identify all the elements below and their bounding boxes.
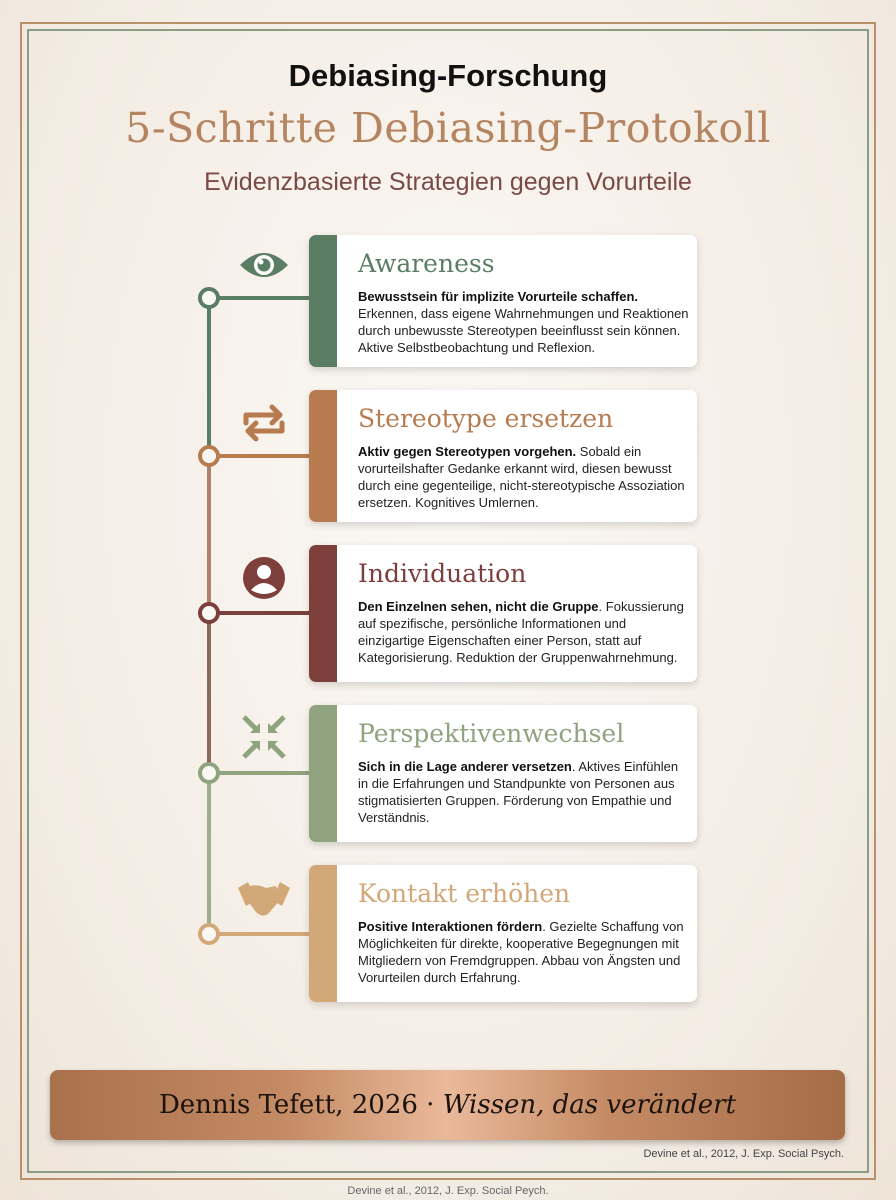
card-accent-bar xyxy=(309,865,337,1002)
page-tagline: Evidenzbasierte Strategien gegen Vorurteile xyxy=(204,168,692,196)
citation-bottom: Devine et al., 2012, J. Exp. Social Peych. xyxy=(347,1185,549,1197)
step-text: . Aktives Einfühlen in die Erfahrungen und Standpunkte von Personen aus stigmatisierten Gruppen. Förderung von Empathie und Verständnis. xyxy=(358,759,679,825)
step-card xyxy=(309,235,697,367)
timeline-node xyxy=(198,923,220,945)
connector-line xyxy=(218,932,310,936)
step-lead: Sich in die Lage anderer versetzen xyxy=(358,759,572,774)
timeline-segment xyxy=(207,613,211,773)
timeline-segment xyxy=(207,298,211,458)
timeline-node xyxy=(198,445,220,467)
step-card xyxy=(309,705,697,842)
connector-line xyxy=(218,771,310,775)
step-description xyxy=(358,443,689,511)
footer-banner xyxy=(50,1070,845,1140)
step-description xyxy=(358,598,689,666)
step-description xyxy=(358,758,689,826)
citation: Devine et al., 2012, J. Exp. Social Psych. xyxy=(643,1148,844,1160)
timeline-segment xyxy=(207,456,211,616)
footer-motto: Wissen, das verändert xyxy=(442,1090,737,1120)
converge-arrows-icon xyxy=(238,715,290,759)
footer-author: Dennis Tefett, 2026 · xyxy=(158,1090,443,1120)
step-title: Individuation xyxy=(358,559,527,588)
step-title: Awareness xyxy=(358,249,495,278)
step-lead: Den Einzelnen sehen, nicht die Gruppe xyxy=(358,599,599,614)
step-title: Perspektivenwechsel xyxy=(358,719,625,748)
step-lead: Positive Interaktionen fördern xyxy=(358,919,543,934)
step-description xyxy=(358,918,689,986)
timeline-node xyxy=(198,602,220,624)
handshake-icon xyxy=(238,876,290,920)
step-card xyxy=(309,545,697,682)
step-text: Sobald ein vorurteilshafter Gedanke erkannt wird, diesen bewusst durch eine gegenteilige, nicht-stereotypische Assoziation ersetzen. Kognitives Umlernen. xyxy=(358,444,685,510)
connector-line xyxy=(218,454,310,458)
connector-line xyxy=(218,296,310,300)
step-lead: Bewusstsein für implizite Vorurteile schaffen. xyxy=(358,289,639,304)
person-icon xyxy=(238,556,290,600)
eye-icon xyxy=(238,243,290,287)
connector-line xyxy=(218,611,310,615)
timeline-node xyxy=(198,287,220,309)
step-text: . Fokussierung auf spezifische, persönliche Informationen und einzigartige Eigenschaften einer Person, statt auf Kategorisierung. Reduktion der Gruppenwahrnehmung. xyxy=(358,599,684,665)
page-subtitle: 5-Schritte Debiasing-Protokoll xyxy=(125,104,771,152)
card-accent-bar xyxy=(309,235,337,367)
step-lead: Aktiv gegen Stereotypen vorgehen. xyxy=(358,444,577,459)
card-accent-bar xyxy=(309,545,337,682)
step-card xyxy=(309,390,697,522)
swap-arrows-icon xyxy=(238,401,290,445)
page-title: Debiasing-Forschung xyxy=(288,58,608,93)
card-accent-bar xyxy=(309,390,337,522)
step-title: Kontakt erhöhen xyxy=(358,879,571,908)
timeline-node xyxy=(198,762,220,784)
step-card xyxy=(309,865,697,1002)
card-accent-bar xyxy=(309,705,337,842)
step-title: Stereotype ersetzen xyxy=(358,404,614,433)
timeline-segment xyxy=(207,773,211,935)
step-description xyxy=(358,288,689,356)
step-text: Erkennen, dass eigene Wahrnehmungen und Reaktionen durch unbewusste Stereotypen beeinflusst sein können. Aktive Selbstbeobachtung und Reflexion. xyxy=(358,306,689,355)
step-text: . Gezielte Schaffung von Möglichkeiten für direkte, kooperative Begegnungen mit Mitgliedern von Fremdgruppen. Abbau von Ängsten und Vorurteilen durch Erfahrung. xyxy=(358,919,684,985)
